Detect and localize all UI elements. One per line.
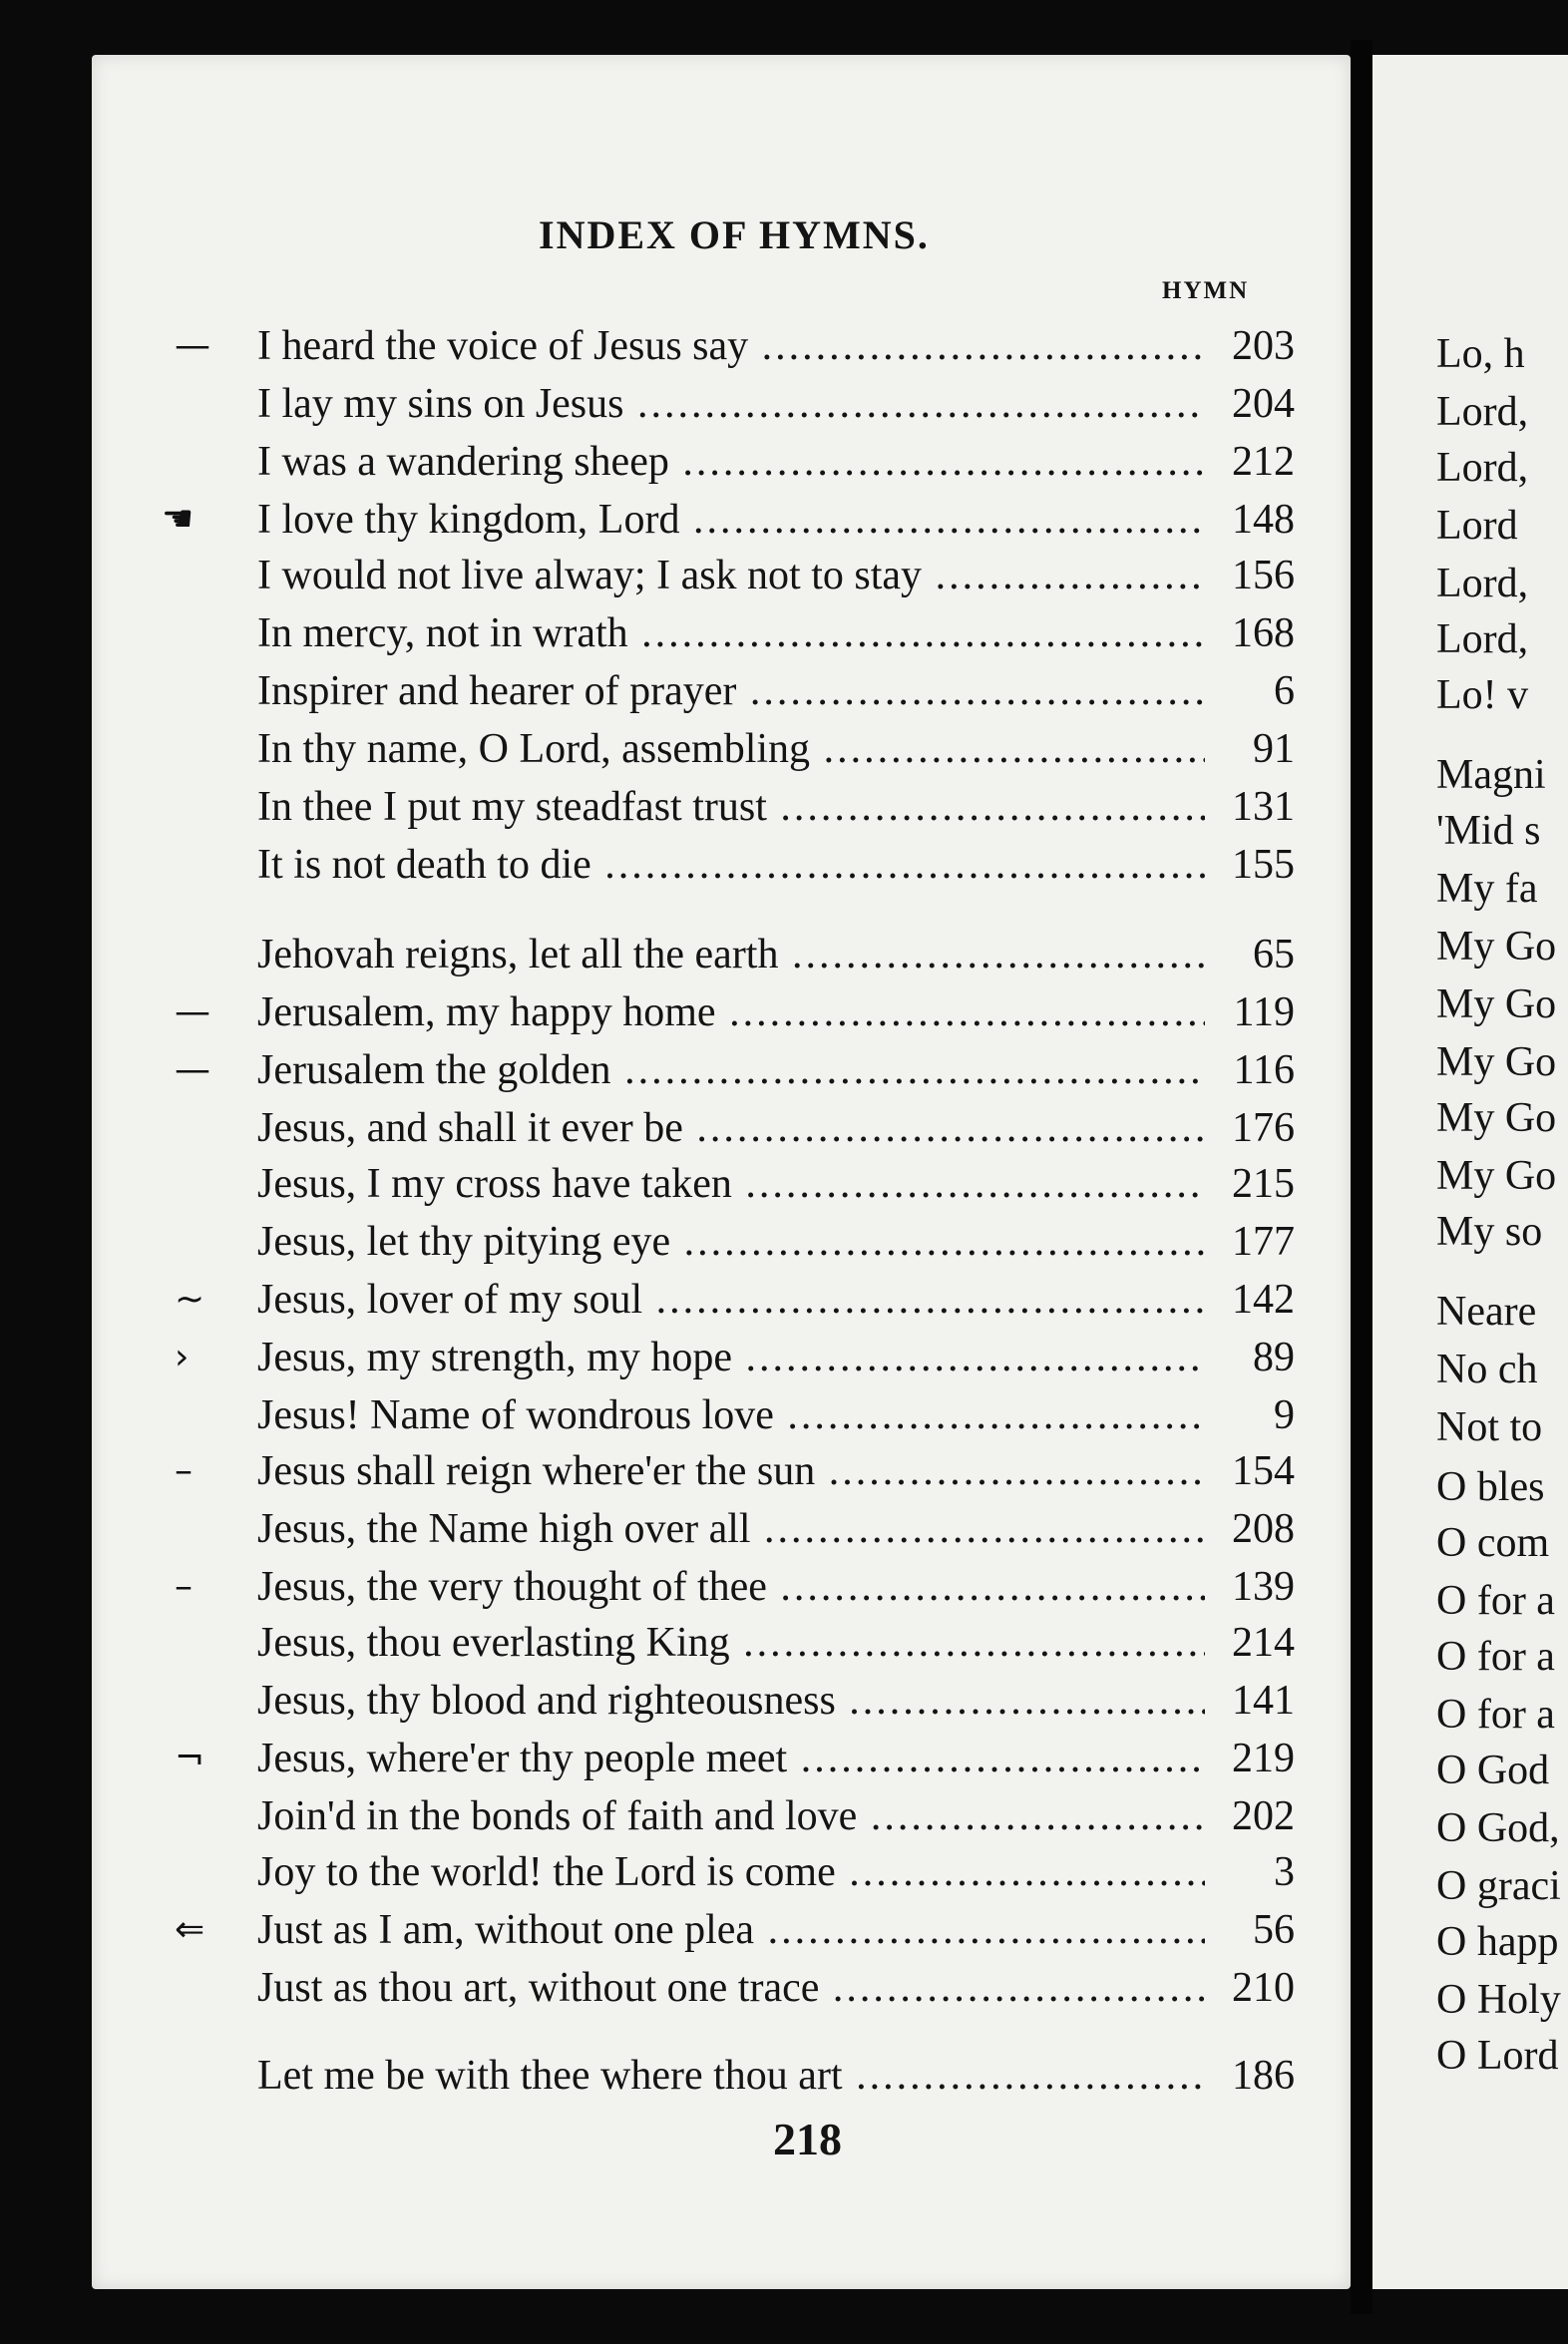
book-gutter <box>1351 40 1372 2314</box>
hymn-first-line: I love thy kingdom, Lord ..... <box>257 495 1205 545</box>
index-entry <box>257 1217 1295 1267</box>
margin-mark-icon: — <box>175 991 210 1032</box>
hymn-first-line: I lay my sins on Jesus ..... <box>257 379 1205 429</box>
hymn-number: 186 <box>1232 2053 1295 2099</box>
hymn-first-line: Jehovah reigns, let all the earth ..... <box>257 930 1205 979</box>
index-entry <box>257 379 1295 429</box>
index-entry <box>257 1847 1295 1897</box>
right-page-line: Magni <box>1436 752 1546 798</box>
hymn-first-line: Jesus, the very thought of thee ..... <box>257 1562 1205 1612</box>
index-entry <box>257 724 1295 774</box>
hymn-first-line: Join'd in the bonds of faith and love ..... <box>257 1791 1205 1841</box>
hymn-first-line: In thy name, O Lord, assembling ..... <box>257 724 1205 774</box>
index-entry <box>257 1734 1295 1783</box>
hymn-first-line: Jesus, and shall it ever be ..... <box>257 1103 1205 1153</box>
right-page-line: My fa <box>1436 866 1538 912</box>
right-page-line: O com <box>1436 1520 1550 1566</box>
index-entry <box>257 1791 1295 1841</box>
right-page-line: O for a <box>1436 1634 1555 1680</box>
right-page-line: Neare <box>1436 1289 1537 1335</box>
hymn-number: 212 <box>1232 439 1295 485</box>
hymn-number: 56 <box>1253 1907 1295 1953</box>
index-entry <box>257 1562 1295 1612</box>
index-entry <box>257 1045 1295 1095</box>
right-page-line: Lo, h <box>1436 331 1525 377</box>
right-page-line: Lord, <box>1436 616 1529 662</box>
right-page-line: My Go <box>1436 1095 1557 1141</box>
hymn-first-line: Inspirer and hearer of prayer ..... <box>257 666 1205 716</box>
right-page-line: No ch <box>1436 1347 1538 1392</box>
hymn-first-line: Jesus, thy blood and righteousness ..... <box>257 1676 1205 1726</box>
hymn-number: 141 <box>1232 1678 1295 1724</box>
index-entry <box>257 1618 1295 1668</box>
right-page-line: Lo! v <box>1436 672 1529 718</box>
right-page-line: O for a <box>1436 1578 1555 1624</box>
hymn-first-line: I heard the voice of Jesus say ..... <box>257 321 1205 371</box>
index-entry <box>257 437 1295 487</box>
right-page-line: My Go <box>1436 1153 1557 1199</box>
margin-mark-icon: ~ <box>175 1279 205 1320</box>
hymn-first-line: Just as thou art, without one trace ..... <box>257 1963 1205 2013</box>
index-entry <box>257 551 1295 600</box>
hymn-first-line: Jerusalem, my happy home ..... <box>257 987 1205 1037</box>
margin-mark-icon: ☚ <box>162 499 195 540</box>
right-page-line: O happ <box>1436 1919 1559 1965</box>
hymn-number: 214 <box>1232 1620 1295 1666</box>
hymn-number: 204 <box>1232 381 1295 427</box>
hymn-number: 119 <box>1233 989 1295 1035</box>
right-page-line: O God, <box>1436 1805 1560 1851</box>
hymn-number: 89 <box>1253 1335 1295 1380</box>
right-page-line: O Lord <box>1436 2033 1559 2079</box>
index-entry <box>257 1390 1295 1440</box>
hymn-first-line: I would not live alway; I ask not to stay ..... <box>257 551 1205 600</box>
right-page-line: Not to <box>1436 1404 1543 1450</box>
right-page-line: Lord, <box>1436 445 1529 491</box>
hymn-first-line: Jesus! Name of wondrous love ..... <box>257 1390 1205 1440</box>
index-entry <box>257 1333 1295 1382</box>
hymn-number: 9 <box>1274 1392 1295 1438</box>
hymn-number: 3 <box>1274 1849 1295 1895</box>
index-entry <box>257 1676 1295 1726</box>
hymn-first-line: Let me be with thee where thou art ..... <box>257 2051 1205 2101</box>
hymn-number: 176 <box>1232 1105 1295 1151</box>
right-page-line: My Go <box>1436 981 1557 1027</box>
margin-mark-icon: — <box>175 1049 210 1090</box>
right-page-line: My so <box>1436 1209 1543 1255</box>
hymn-number: 203 <box>1232 323 1295 369</box>
hymn-number: 116 <box>1233 1047 1295 1093</box>
margin-mark-icon: ⇐ <box>175 1909 205 1950</box>
index-entry <box>257 840 1295 890</box>
page-title: INDEX OF HYMNS. <box>539 212 930 257</box>
margin-mark-icon: ¬ <box>175 1738 205 1778</box>
hymn-number: 142 <box>1232 1277 1295 1323</box>
hymn-number: 208 <box>1232 1506 1295 1552</box>
page-number: 218 <box>773 2114 842 2164</box>
index-entry <box>257 1275 1295 1325</box>
hymn-first-line: Jesus, lover of my soul ..... <box>257 1275 1205 1325</box>
hymn-first-line: In mercy, not in wrath ..... <box>257 608 1205 658</box>
hymn-number: 168 <box>1232 610 1295 656</box>
hymn-first-line: Jesus, thou everlasting King ..... <box>257 1618 1205 1668</box>
hymn-first-line: Joy to the world! the Lord is come ..... <box>257 1847 1205 1897</box>
hymn-number: 215 <box>1232 1161 1295 1207</box>
right-page-line: Lord <box>1436 503 1518 549</box>
hymn-first-line: I was a wandering sheep ..... <box>257 437 1205 487</box>
hymn-number: 131 <box>1232 784 1295 830</box>
hymn-number: 65 <box>1253 932 1295 977</box>
hymn-number: 148 <box>1232 497 1295 543</box>
index-entry <box>257 608 1295 658</box>
right-page-line: O for a <box>1436 1692 1555 1738</box>
right-page-line: O bles <box>1436 1464 1545 1510</box>
hymn-number: 156 <box>1232 553 1295 598</box>
hymn-first-line: Jerusalem the golden ..... <box>257 1045 1205 1095</box>
hymn-number: 139 <box>1232 1564 1295 1610</box>
hymn-first-line: In thee I put my steadfast trust ..... <box>257 782 1205 832</box>
margin-mark-icon: › <box>175 1337 190 1377</box>
hymn-number: 177 <box>1232 1219 1295 1265</box>
index-entry <box>257 1159 1295 1209</box>
index-entry <box>257 2051 1295 2101</box>
hymn-number: 210 <box>1232 1965 1295 2011</box>
index-entry <box>257 1963 1295 2013</box>
index-entry <box>257 987 1295 1037</box>
right-page-line: O Holy <box>1436 1977 1561 2023</box>
hymn-number: 219 <box>1232 1736 1295 1781</box>
index-entry <box>257 321 1295 371</box>
right-page-line: My Go <box>1436 924 1557 970</box>
hymn-first-line: Jesus, I my cross have taken ..... <box>257 1159 1205 1209</box>
right-page-line: Lord, <box>1436 561 1529 606</box>
index-entry <box>257 1446 1295 1496</box>
right-page-line: O graci <box>1436 1863 1561 1909</box>
index-entry <box>257 1103 1295 1153</box>
margin-mark-icon: – <box>175 1450 193 1491</box>
margin-mark-icon: — <box>175 325 210 366</box>
right-page-line: 'Mid s <box>1436 808 1541 854</box>
right-page-line: O God <box>1436 1748 1550 1793</box>
hymn-first-line: Jesus, my strength, my hope ..... <box>257 1333 1205 1382</box>
hymn-number: 155 <box>1232 842 1295 888</box>
index-entry <box>257 782 1295 832</box>
hymn-first-line: Jesus, let thy pitying eye ..... <box>257 1217 1205 1267</box>
hymn-number: 202 <box>1232 1793 1295 1839</box>
hymn-number: 154 <box>1232 1448 1295 1494</box>
hymn-first-line: Jesus shall reign where'er the sun ..... <box>257 1446 1205 1496</box>
hymn-number: 91 <box>1253 726 1295 772</box>
hymn-number: 6 <box>1274 668 1295 714</box>
index-entry <box>257 930 1295 979</box>
index-entry <box>257 495 1295 545</box>
index-entry <box>257 1504 1295 1554</box>
index-entry <box>257 1905 1295 1955</box>
index-entry <box>257 666 1295 716</box>
hymn-first-line: Jesus, the Name high over all ..... <box>257 1504 1205 1554</box>
hymn-first-line: Jesus, where'er thy people meet ..... <box>257 1734 1205 1783</box>
hymn-column-header: HYMN <box>1162 277 1250 304</box>
margin-mark-icon: – <box>175 1566 193 1607</box>
hymn-first-line: Just as I am, without one plea ..... <box>257 1905 1205 1955</box>
right-page-line: My Go <box>1436 1039 1557 1085</box>
hymn-first-line: It is not death to die ..... <box>257 840 1205 890</box>
right-page-line: Lord, <box>1436 389 1529 435</box>
